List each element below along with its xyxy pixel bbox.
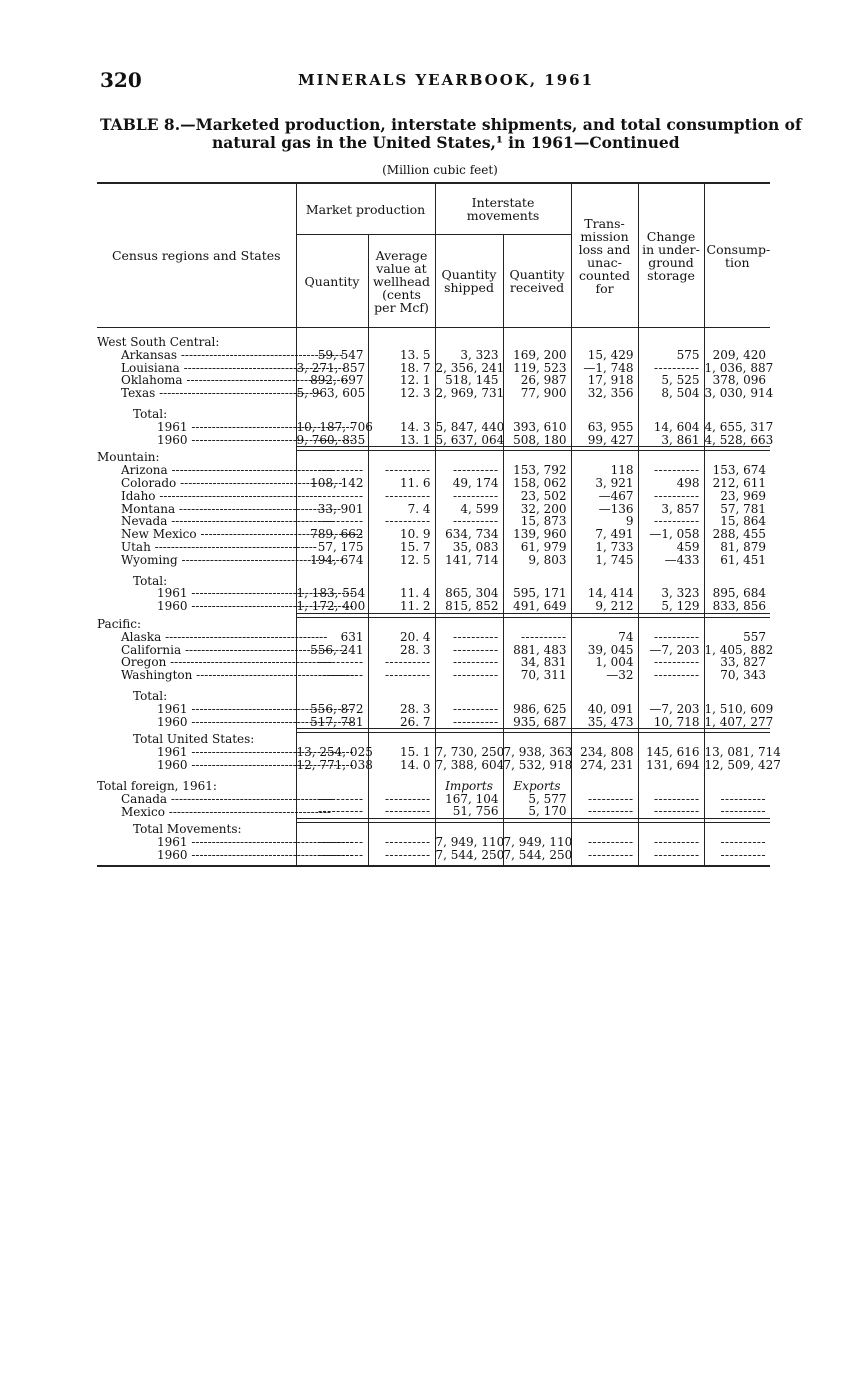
total-movements-label-row <box>97 823 770 836</box>
cell: —1, 058 <box>638 528 704 541</box>
cell: 34, 831 <box>503 656 571 669</box>
year-label: 1960 ----- <box>97 849 296 862</box>
cell: 26, 987 <box>503 374 571 387</box>
cell: 557 <box>704 631 770 644</box>
cell: —433 <box>638 554 704 567</box>
cell-empty <box>435 716 503 729</box>
state-label: New Mexico ----- <box>97 528 296 541</box>
cell: 9, 760, 835 <box>296 434 368 447</box>
total-foreign-label: Total foreign, 1961: <box>97 778 217 793</box>
state-label: Louisiana ----- <box>97 362 296 375</box>
cell: 28. 3 <box>368 703 435 716</box>
cell: 865, 304 <box>435 587 503 600</box>
page-header <box>100 68 780 94</box>
year-label: 1960 ----- <box>97 759 296 772</box>
cell: 892, 697 <box>296 374 368 387</box>
running-head: MINERALS YEARBOOK, 1961 <box>298 71 595 89</box>
cell: 234, 808 <box>571 746 638 759</box>
cell: 14, 414 <box>571 587 638 600</box>
exports-label: Exports <box>503 780 571 793</box>
cell: 51, 756 <box>435 805 503 818</box>
cell: 15, 429 <box>571 349 638 362</box>
cell: 1, 172, 400 <box>296 600 368 613</box>
cell: 459 <box>638 541 704 554</box>
cell-empty <box>571 805 638 818</box>
cell: 881, 483 <box>503 644 571 657</box>
total-label: Total: <box>133 406 168 421</box>
cell: —1, 748 <box>571 362 638 375</box>
cell: 209, 420 <box>704 349 770 362</box>
cell: 1, 745 <box>571 554 638 567</box>
year-label: 1961 ----- <box>97 746 296 759</box>
cell: 131, 694 <box>638 759 704 772</box>
cell: 5, 170 <box>503 805 571 818</box>
cell: 153, 792 <box>503 464 571 477</box>
cell-empty <box>368 490 435 503</box>
cell: 17, 918 <box>571 374 638 387</box>
cell: 575 <box>638 349 704 362</box>
cell: 57, 781 <box>704 503 770 516</box>
cell: 4, 528, 663 <box>704 432 774 447</box>
cell: 70, 343 <box>704 669 770 682</box>
cell-empty <box>368 849 435 862</box>
cell: 5, 847, 440 <box>435 419 505 434</box>
cell: 10. 9 <box>368 528 435 541</box>
year-label: 1960 ----- <box>97 600 296 613</box>
units-note: (Million cubic feet) <box>382 163 498 177</box>
header-quantity: Quantity <box>296 235 368 328</box>
cell: 15. 1 <box>368 746 435 759</box>
cell: 9, 212 <box>571 600 638 613</box>
table-title <box>100 115 802 152</box>
cell-empty <box>704 805 770 818</box>
imports-label: Imports <box>435 780 503 793</box>
cell: 7, 949, 110 <box>435 834 505 849</box>
state-label: Montana ----- <box>97 503 296 516</box>
cell-empty <box>435 703 503 716</box>
country-label: Canada ----- <box>97 793 296 806</box>
cell: 194, 674 <box>296 554 368 567</box>
cell: 99, 427 <box>571 434 638 447</box>
table-title-line-2: natural gas in the United States,¹ in 1961—Continued <box>212 133 680 152</box>
cell: 3, 030, 914 <box>704 386 774 401</box>
cell: 23, 502 <box>503 490 571 503</box>
state-label: Oklahoma ----- <box>97 374 296 387</box>
cell: 7, 491 <box>571 528 638 541</box>
cell: 57, 175 <box>296 541 368 554</box>
cell: 518, 145 <box>435 374 503 387</box>
cell: 7. 4 <box>368 503 435 516</box>
cell: 5, 525 <box>638 374 704 387</box>
state-label: Alaska ----- <box>97 631 296 644</box>
cell: 12. 5 <box>368 554 435 567</box>
header-average-value: Average value at wellhead (cents per Mcf) <box>368 235 435 328</box>
state-label: Nevada ----- <box>97 515 296 528</box>
cell-empty <box>704 849 770 862</box>
header-interstate-movements: Interstate movements <box>435 183 571 235</box>
table-row <box>97 434 770 447</box>
header-market-production: Market production <box>296 183 435 235</box>
cell: 556, 241 <box>296 644 368 657</box>
header-consumption: Consump-tion <box>704 183 770 328</box>
cell: 1, 183, 554 <box>296 587 368 600</box>
cell: 49, 174 <box>435 477 503 490</box>
cell: 895, 684 <box>704 587 770 600</box>
cell: 13. 1 <box>368 434 435 447</box>
cell: 833, 856 <box>704 600 770 613</box>
cell: 10, 718 <box>638 716 704 729</box>
table-row <box>97 600 770 613</box>
table-row <box>97 849 770 862</box>
cell: 7, 544, 250 <box>503 847 573 862</box>
cell-empty <box>435 669 503 682</box>
cell: 119, 523 <box>503 362 571 375</box>
cell: 7, 388, 604 <box>435 757 505 772</box>
total-us-label-row <box>97 733 770 746</box>
cell: 789, 662 <box>296 528 368 541</box>
cell-empty <box>571 836 638 849</box>
cell: 508, 180 <box>503 434 571 447</box>
cell: 61, 979 <box>503 541 571 554</box>
cell: 70, 311 <box>503 669 571 682</box>
cell: 15, 864 <box>704 515 770 528</box>
year-label: 1960 ----- <box>97 716 296 729</box>
cell-empty <box>638 805 704 818</box>
cell: 1, 733 <box>571 541 638 554</box>
cell-empty <box>571 849 638 862</box>
cell: 33, 901 <box>296 503 368 516</box>
cell: 2, 969, 731 <box>435 386 505 401</box>
cell: 35, 083 <box>435 541 503 554</box>
year-label: 1961 ----- <box>97 703 296 716</box>
cell: 153, 674 <box>704 464 770 477</box>
cell: 11. 4 <box>368 587 435 600</box>
header-transmission-loss: Trans-mission loss and unac-counted for <box>571 183 638 328</box>
cell: 13. 5 <box>368 349 435 362</box>
state-label: Arkansas ----- <box>97 349 296 362</box>
cell: 33, 827 <box>704 656 770 669</box>
cell: 9 <box>571 515 638 528</box>
cell: 3, 861 <box>638 434 704 447</box>
state-label: Idaho ----- <box>97 490 296 503</box>
cell-empty <box>638 490 704 503</box>
region-label: West South Central: <box>97 335 220 349</box>
cell: 118 <box>571 464 638 477</box>
cell: 9, 803 <box>503 554 571 567</box>
region-label: Pacific: <box>97 616 142 631</box>
total-label: Total: <box>133 688 168 703</box>
year-label: 1961 ----- <box>97 836 296 849</box>
header-census: Census regions and States <box>97 183 296 328</box>
cell: 35, 473 <box>571 716 638 729</box>
state-label: Wyoming ----- <box>97 554 296 567</box>
cell: 7, 938, 363 <box>503 745 573 760</box>
cell: 20. 4 <box>368 631 435 644</box>
country-label: Mexico ----- <box>97 805 296 818</box>
natural-gas-table <box>97 182 781 867</box>
total-us-label: Total United States: <box>133 732 255 747</box>
cell: 7, 730, 250 <box>435 745 505 760</box>
state-label: California ----- <box>97 644 296 657</box>
cell: 167, 104 <box>435 793 503 806</box>
state-label: Colorado ----- <box>97 477 296 490</box>
cell-empty <box>638 849 704 862</box>
cell-empty <box>368 836 435 849</box>
cell: 63, 955 <box>571 421 638 434</box>
cell: 517, 781 <box>296 716 368 729</box>
cell: 3, 921 <box>571 477 638 490</box>
cell: 3, 271, 857 <box>296 362 368 375</box>
year-label: 1961 ----- <box>97 421 296 434</box>
cell: 288, 455 <box>704 528 770 541</box>
cell: 59, 547 <box>296 349 368 362</box>
cell: 14. 0 <box>368 759 435 772</box>
state-label: Arizona ----- <box>97 464 296 477</box>
cell: —7, 203 <box>638 703 704 716</box>
cell: —136 <box>571 503 638 516</box>
cell: 4, 599 <box>435 503 503 516</box>
cell-empty <box>638 836 704 849</box>
cell: 5, 637, 064 <box>435 432 505 447</box>
cell: 631 <box>296 631 368 644</box>
cell: 393, 610 <box>503 421 571 434</box>
cell: 986, 625 <box>503 703 571 716</box>
cell: —32 <box>571 669 638 682</box>
table-title-line-1: TABLE 8.—Marketed production, interstate shipments, and total consumption of <box>100 115 802 134</box>
total-movements-label: Total Movements: <box>133 821 242 836</box>
cell: 15, 873 <box>503 515 571 528</box>
cell: 40, 091 <box>571 703 638 716</box>
cell: 595, 171 <box>503 587 571 600</box>
cell: 18. 7 <box>368 362 435 375</box>
cell: 23, 969 <box>704 490 770 503</box>
state-label: Utah ----- <box>97 541 296 554</box>
cell: 74 <box>571 631 638 644</box>
cell: 26. 7 <box>368 716 435 729</box>
cell: 139, 960 <box>503 528 571 541</box>
cell: 14. 3 <box>368 421 435 434</box>
header-quantity-received: Quantity received <box>503 235 571 328</box>
cell: 491, 649 <box>503 600 571 613</box>
cell: 14, 604 <box>638 421 704 434</box>
cell: 2, 356, 241 <box>435 360 505 375</box>
cell: 7, 532, 918 <box>503 757 573 772</box>
cell: 4, 655, 317 <box>704 419 774 434</box>
cell: 28. 3 <box>368 644 435 657</box>
cell: 1, 510, 609 <box>704 701 774 716</box>
cell-empty <box>435 490 503 503</box>
table-row <box>97 703 770 716</box>
region-row-mountain <box>97 451 770 464</box>
cell: 108, 142 <box>296 477 368 490</box>
cell: 10, 187, 706 <box>296 419 373 434</box>
cell: 212, 611 <box>704 477 770 490</box>
cell: 158, 062 <box>503 477 571 490</box>
cell: —467 <box>571 490 638 503</box>
header-quantity-shipped: Quantity shipped <box>435 235 503 328</box>
cell: 5, 129 <box>638 600 704 613</box>
cell: 1, 036, 887 <box>704 360 774 375</box>
cell: 77, 900 <box>503 387 571 400</box>
cell: 1, 407, 277 <box>704 714 774 729</box>
cell: 15. 7 <box>368 541 435 554</box>
cell: 12, 771, 038 <box>296 757 373 772</box>
table-row <box>97 421 770 434</box>
cell: 935, 687 <box>503 716 571 729</box>
table-row <box>97 716 770 729</box>
region-label: Mountain: <box>97 450 160 465</box>
cell: 7, 949, 110 <box>503 834 573 849</box>
cell: 32, 200 <box>503 503 571 516</box>
cell: 12. 3 <box>368 387 435 400</box>
region-row-pacific <box>97 617 770 630</box>
cell: 556, 872 <box>296 703 368 716</box>
year-label: 1961 ----- <box>97 587 296 600</box>
cell-empty <box>638 631 704 644</box>
cell: 5, 577 <box>503 793 571 806</box>
table-row <box>97 759 770 772</box>
page-number: 320 <box>100 68 142 92</box>
cell-empty <box>704 836 770 849</box>
cell: 61, 451 <box>704 554 770 567</box>
cell: 5, 963, 605 <box>296 387 368 400</box>
cell-empty <box>368 805 435 818</box>
cell: 1, 405, 882 <box>704 642 774 657</box>
cell: —7, 203 <box>638 644 704 657</box>
cell: 141, 714 <box>435 554 503 567</box>
cell: 815, 852 <box>435 600 503 613</box>
year-label: 1960 ----- <box>97 434 296 447</box>
state-label: Texas ----- <box>97 387 296 400</box>
table-row <box>97 669 770 682</box>
cell: 81, 879 <box>704 541 770 554</box>
cell: 378, 096 <box>704 374 770 387</box>
cell: 634, 734 <box>435 528 503 541</box>
cell: 11. 6 <box>368 477 435 490</box>
total-label: Total: <box>133 573 168 588</box>
cell: 498 <box>638 477 704 490</box>
cell: 8, 504 <box>638 387 704 400</box>
cell: 169, 200 <box>503 349 571 362</box>
cell: 7, 544, 250 <box>435 847 505 862</box>
cell: 11. 2 <box>368 600 435 613</box>
table-row <box>97 554 770 567</box>
cell: 32, 356 <box>571 387 638 400</box>
cell: 12, 509, 427 <box>704 757 781 772</box>
cell: 39, 045 <box>571 644 638 657</box>
table-row <box>97 387 770 400</box>
cell: 3, 857 <box>638 503 704 516</box>
cell: 13, 254, 025 <box>296 745 373 760</box>
cell-empty <box>503 631 571 644</box>
state-label: Oregon ----- <box>97 656 296 669</box>
cell: 145, 616 <box>638 746 704 759</box>
cell: 12. 1 <box>368 374 435 387</box>
cell: 274, 231 <box>571 759 638 772</box>
cell: 13, 081, 714 <box>704 745 781 760</box>
table-row <box>97 805 770 818</box>
cell-empty <box>435 631 503 644</box>
state-label: Washington ----- <box>97 669 296 682</box>
cell: 3, 323 <box>638 587 704 600</box>
header-storage-change: Change in under-ground storage <box>638 183 704 328</box>
cell-empty <box>638 669 704 682</box>
cell: 1, 004 <box>571 656 638 669</box>
cell-empty <box>368 669 435 682</box>
cell: 3, 323 <box>435 349 503 362</box>
